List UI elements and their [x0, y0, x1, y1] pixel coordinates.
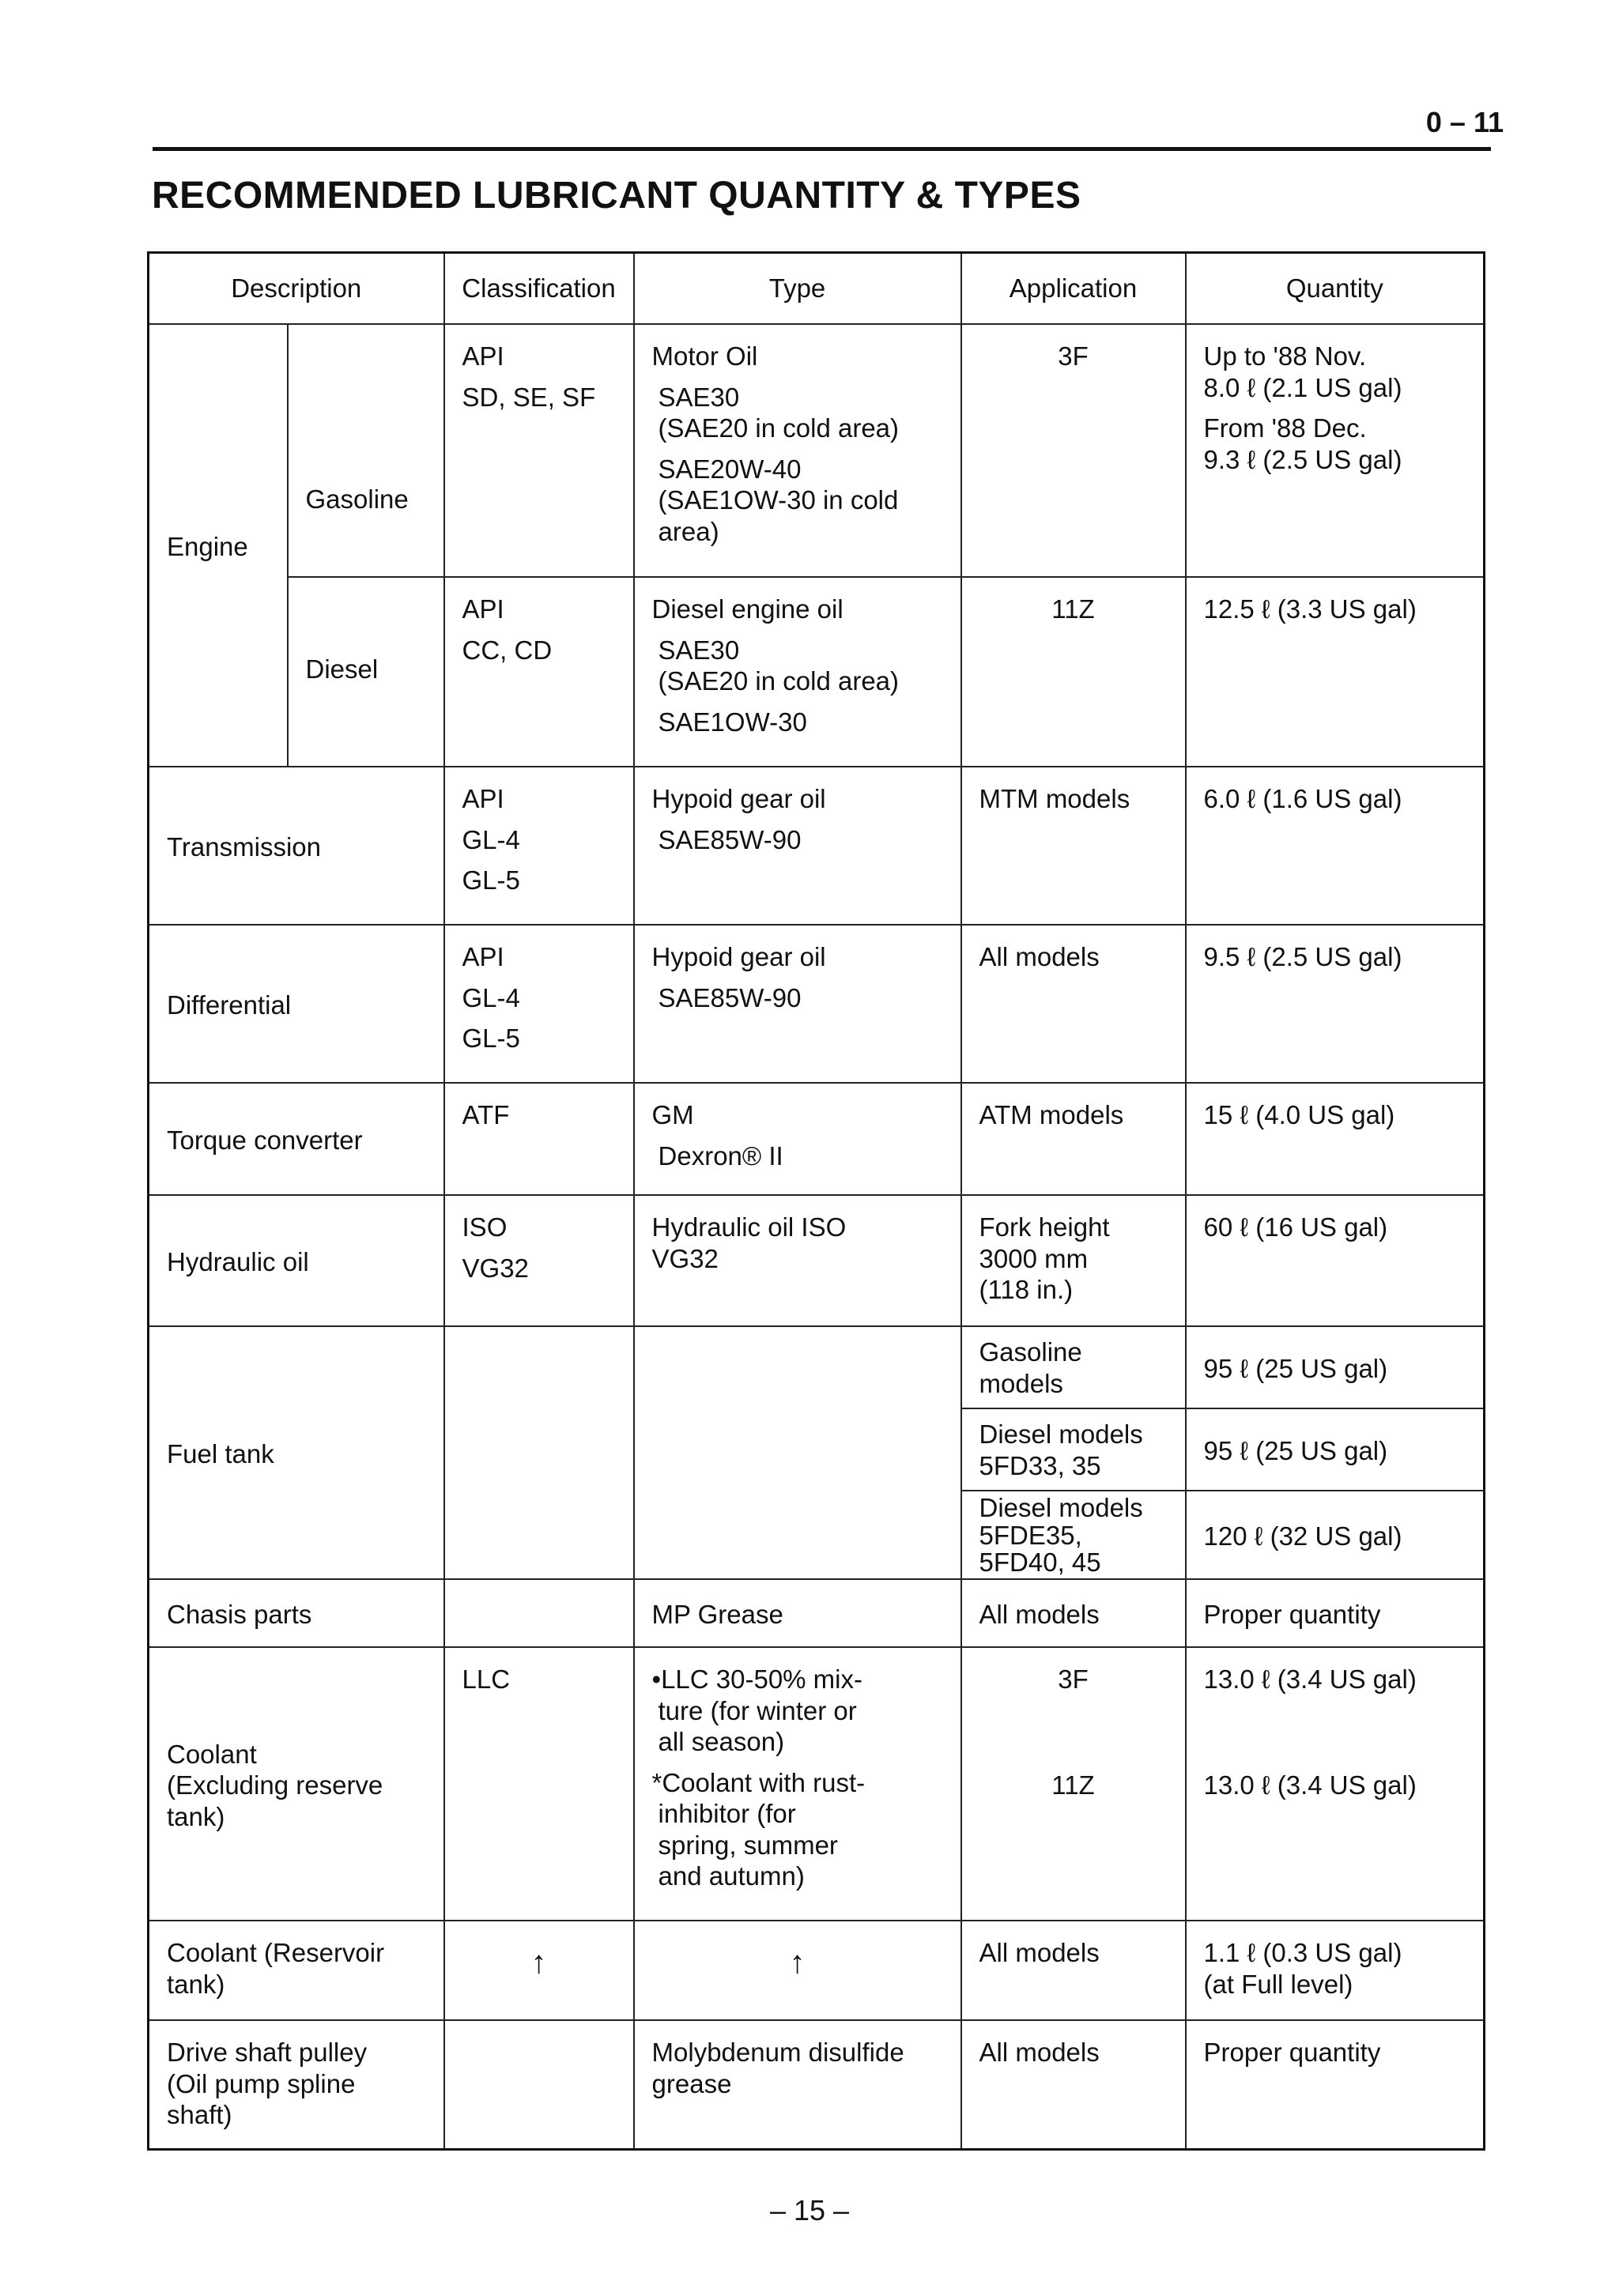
header-rule [153, 147, 1491, 151]
column-header: Quantity [1186, 253, 1485, 325]
engine-label-cell [149, 324, 288, 767]
quantity-cell: 60 ℓ (16 US gal) [1186, 1195, 1485, 1326]
row-label: (Excluding reserve [167, 1770, 383, 1800]
row-label-cell [149, 1647, 444, 1921]
row-label: Differential [149, 925, 444, 1083]
application-cell: All models [961, 925, 1186, 1083]
type-cell: MP Grease [634, 1579, 961, 1647]
lubricant-table [147, 251, 1485, 2151]
column-header: Classification [444, 253, 634, 325]
type-cell [634, 1195, 961, 1326]
row-label: Engine [167, 532, 248, 562]
quantity-text: 13.0 ℓ (3.4 US gal) [1203, 1770, 1417, 1800]
quantity-cell: 95 ℓ (25 US gal) [1186, 1408, 1485, 1491]
table-row [149, 324, 1485, 577]
column-header: Type [634, 253, 961, 325]
type-text: SAE30 [658, 635, 740, 665]
application-text: Diesel models [979, 1493, 1143, 1522]
quantity-cell: 95 ℓ (25 US gal) [1186, 1326, 1485, 1408]
quantity-cell: Proper quantity [1186, 2020, 1485, 2150]
classification-cell [444, 767, 634, 925]
type-cell [634, 1326, 961, 1579]
type-text: Diesel engine oil [651, 594, 843, 624]
classification-text: SD, SE, SF [462, 382, 596, 412]
gasoline-label-cell [288, 324, 444, 577]
quantity-text: From '88 Dec. [1203, 413, 1367, 443]
classification-text: API [462, 784, 504, 813]
type-text: inhibitor (for [658, 1799, 796, 1829]
quantity-cell: 12.5 ℓ (3.3 US gal) [1186, 577, 1485, 767]
column-header: Description [149, 253, 444, 325]
classification-text: API [462, 341, 504, 371]
application-cell [961, 1408, 1186, 1491]
page-footer-number: – 15 – [769, 2194, 850, 2226]
table-row [149, 1083, 1485, 1195]
type-cell [634, 925, 961, 1083]
application-text: Diesel models [979, 1419, 1143, 1449]
row-label-cell [149, 2020, 444, 2150]
row-label: Coolant [167, 1739, 257, 1769]
classification-text: GL-4 [462, 982, 520, 1012]
table-row [149, 1921, 1485, 2020]
table-header-row [149, 253, 1485, 325]
quantity-text: 13.0 ℓ (3.4 US gal) [1203, 1664, 1417, 1694]
type-cell [634, 767, 961, 925]
quantity-cell: Proper quantity [1186, 1579, 1485, 1647]
classification-cell [444, 324, 634, 577]
table-row [149, 2020, 1485, 2150]
type-cell [634, 2020, 961, 2150]
classification-cell [444, 1326, 634, 1579]
application-text: Fork height [979, 1212, 1110, 1242]
application-text: 3000 mm [979, 1243, 1089, 1273]
row-label: Hydraulic oil [149, 1195, 444, 1326]
ditto-arrow-icon: ↑ [530, 1944, 547, 1980]
classification-cell [444, 1921, 634, 2020]
type-text: Hypoid gear oil [651, 784, 826, 813]
page-title: RECOMMENDED LUBRICANT QUANTITY & TYPES [152, 175, 1081, 217]
application-text: models [979, 1368, 1063, 1398]
application-text: 5FDE35, [979, 1520, 1082, 1550]
type-cell [634, 577, 961, 767]
classification-cell: LLC [444, 1647, 634, 1921]
classification-cell [444, 577, 634, 767]
table-row [149, 1195, 1485, 1326]
type-text: ture (for winter or [658, 1695, 857, 1725]
classification-text: VG32 [462, 1253, 529, 1283]
type-cell [634, 1647, 961, 1921]
table-row [149, 767, 1485, 925]
application-text: 3F [1058, 1664, 1089, 1694]
classification-text: GL-5 [462, 865, 520, 895]
quantity-cell: 15 ℓ (4.0 US gal) [1186, 1083, 1485, 1195]
type-text: VG32 [651, 1243, 719, 1273]
application-text: 5FD33, 35 [979, 1450, 1101, 1480]
table-row [149, 1579, 1485, 1647]
type-text: Hydraulic oil ISO [651, 1212, 847, 1242]
quantity-cell [1186, 324, 1485, 577]
type-text: *Coolant with rust- [651, 1767, 866, 1797]
type-text: grease [651, 2068, 732, 2098]
classification-cell [444, 1579, 634, 1647]
classification-text: CC, CD [462, 635, 553, 665]
diesel-label-cell [288, 577, 444, 767]
type-text: area) [658, 516, 719, 546]
application-text: Gasoline [979, 1337, 1082, 1367]
type-cell [634, 1083, 961, 1195]
table-row [149, 577, 1485, 767]
row-label: tank) [167, 1969, 225, 1999]
classification-cell [444, 2020, 634, 2150]
type-text: SAE30 [658, 382, 740, 412]
quantity-cell: 9.5 ℓ (2.5 US gal) [1186, 925, 1485, 1083]
type-text: GM [651, 1100, 694, 1129]
classification-cell [444, 925, 634, 1083]
row-label: Transmission [149, 767, 444, 925]
quantity-cell [1186, 1921, 1485, 2020]
application-cell [961, 1647, 1186, 1921]
application-cell: 11Z [961, 577, 1186, 767]
row-label: Coolant (Reservoir [167, 1937, 385, 1967]
quantity-cell [1186, 1647, 1485, 1921]
type-text: Motor Oil [651, 341, 758, 371]
quantity-text: 1.1 ℓ (0.3 US gal) [1203, 1937, 1402, 1967]
table-row [149, 1326, 1485, 1408]
type-cell [634, 324, 961, 577]
classification-text: GL-5 [462, 1024, 520, 1054]
quantity-cell: 6.0 ℓ (1.6 US gal) [1186, 767, 1485, 925]
classification-cell: ATF [444, 1083, 634, 1195]
application-cell: All models [961, 1921, 1186, 2020]
application-cell: 3F [961, 324, 1186, 577]
ditto-arrow-icon: ↑ [789, 1944, 806, 1980]
classification-text: GL-4 [462, 824, 520, 854]
quantity-text: 8.0 ℓ (2.1 US gal) [1203, 372, 1402, 402]
application-cell [961, 1195, 1186, 1326]
quantity-text: (at Full level) [1203, 1969, 1353, 1999]
classification-text: API [462, 594, 504, 624]
type-text: SAE20W-40 [658, 454, 802, 484]
type-text: all season) [658, 1727, 785, 1757]
row-label: Torque converter [149, 1083, 444, 1195]
row-label: Chasis parts [149, 1579, 444, 1647]
type-text: •LLC 30-50% mix- [651, 1664, 862, 1694]
type-cell [634, 1921, 961, 2020]
row-label: Fuel tank [149, 1326, 444, 1579]
type-text: Dexron® II [658, 1140, 783, 1171]
table-row [149, 925, 1485, 1083]
application-cell: MTM models [961, 767, 1186, 925]
type-text: (SAE1OW-30 in cold [658, 485, 899, 515]
application-text: 11Z [1051, 1770, 1095, 1800]
quantity-cell: 120 ℓ (32 US gal) [1186, 1491, 1485, 1579]
type-text: spring, summer [658, 1830, 838, 1860]
table-row [149, 1647, 1485, 1921]
row-sublabel: Diesel [305, 654, 379, 684]
application-cell [961, 1326, 1186, 1408]
application-cell: All models [961, 2020, 1186, 2150]
type-text: Hypoid gear oil [651, 942, 826, 971]
classification-text: ISO [462, 1212, 508, 1242]
type-text: SAE85W-90 [658, 982, 802, 1012]
type-text: SAE1OW-30 [658, 707, 807, 737]
row-label: tank) [167, 1801, 225, 1831]
application-text: 5FD40, 45 [979, 1548, 1101, 1578]
row-label: Drive shaft pulley [167, 2037, 368, 2067]
type-text: Molybdenum disulfide [651, 2037, 904, 2067]
quantity-text: Up to '88 Nov. [1203, 341, 1367, 371]
type-text: SAE85W-90 [658, 824, 802, 854]
application-cell: ATM models [961, 1083, 1186, 1195]
application-cell: All models [961, 1579, 1186, 1647]
column-header: Application [961, 253, 1186, 325]
application-cell [961, 1491, 1186, 1579]
row-sublabel: Gasoline [305, 484, 409, 515]
row-label: (Oil pump spline [167, 2068, 356, 2098]
row-label-cell [149, 1921, 444, 2020]
classification-cell [444, 1195, 634, 1326]
type-text: (SAE20 in cold area) [658, 666, 900, 696]
classification-text: API [462, 942, 504, 971]
row-label: shaft) [167, 2100, 232, 2130]
quantity-text: 9.3 ℓ (2.5 US gal) [1203, 444, 1402, 474]
page-header-number: 0 – 11 [1425, 106, 1504, 138]
application-text: (118 in.) [979, 1275, 1074, 1305]
type-text: and autumn) [658, 1861, 805, 1891]
type-text: (SAE20 in cold area) [658, 413, 900, 443]
